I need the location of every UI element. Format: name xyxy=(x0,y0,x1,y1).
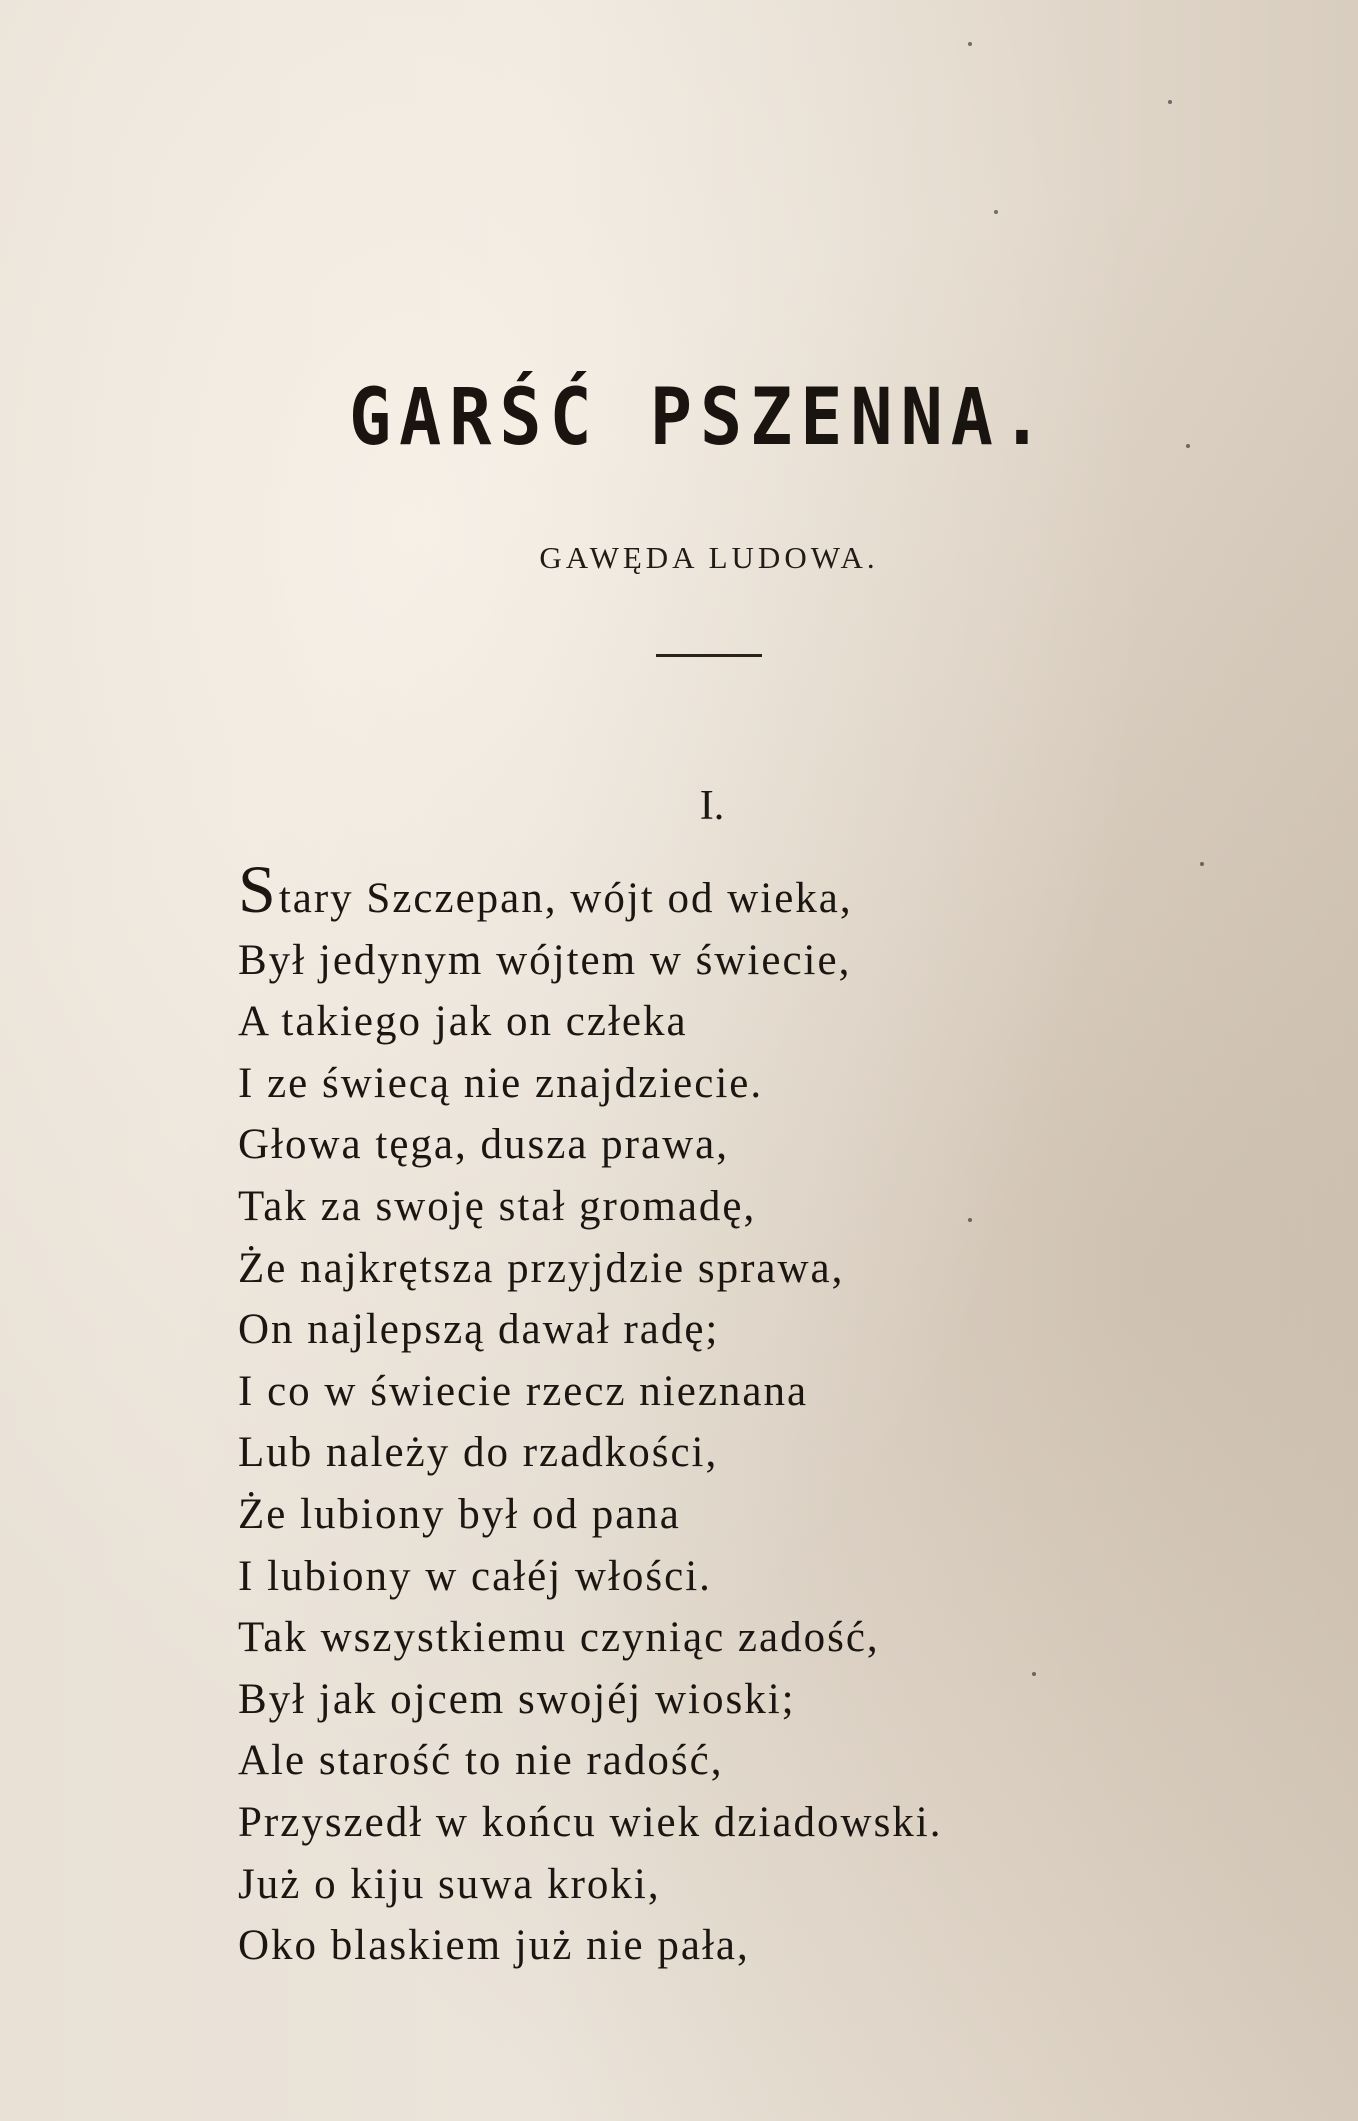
poem-line: Oko blaskiem już nie pała, xyxy=(238,1922,750,1970)
paper-speck xyxy=(1168,100,1172,104)
poem-line: Był jedynym wójtem w świecie, xyxy=(238,936,852,984)
poem-line: Był jak ojcem swojéj wioski; xyxy=(238,1675,796,1723)
poem-body xyxy=(238,851,1318,1977)
poem-line: Że lubiony był od pana xyxy=(238,1490,681,1538)
poem-line: Ale starość to nie radość, xyxy=(238,1737,724,1785)
section-number: I. xyxy=(699,783,725,829)
drop-cap-letter: S xyxy=(238,851,278,927)
poem-line: Przyszedł w końcu wiek dziadowski. xyxy=(238,1798,943,1846)
poem-line: Że najkrętsza przyjdzie sprawa, xyxy=(238,1244,845,1292)
poem-line: I lubiony w całéj włości. xyxy=(238,1552,712,1600)
first-line-text: tary Szczepan, wójt od wieka, xyxy=(278,875,853,922)
poem-line: Już o kiju suwa kroki, xyxy=(238,1860,661,1908)
poem-line: Tak za swoję stał gromadę, xyxy=(238,1182,757,1230)
poem-line: Lub należy do rzadkości, xyxy=(238,1429,719,1477)
poem-line: A takiego jak on człeka xyxy=(238,998,688,1046)
poem-line: Głowa tęga, dusza prawa, xyxy=(238,1121,729,1169)
poem-line: Tak wszystkiemu czyniąc zadość, xyxy=(238,1614,880,1662)
poem-line: I co w świecie rzecz nieznana xyxy=(238,1367,809,1415)
poem-line: I ze świecą nie znajdziecie. xyxy=(238,1059,764,1107)
poem-line xyxy=(238,851,1318,930)
title-divider-rule xyxy=(656,654,762,657)
poem-title: GARŚĆ PSZENNA. xyxy=(348,371,1051,463)
poem-line: On najlepszą dawał radę; xyxy=(238,1306,720,1354)
paper-speck xyxy=(1200,862,1204,866)
paper-speck xyxy=(994,210,998,214)
poem-subtitle: GAWĘDA LUDOWA. xyxy=(539,540,879,575)
paper-speck xyxy=(968,42,972,46)
